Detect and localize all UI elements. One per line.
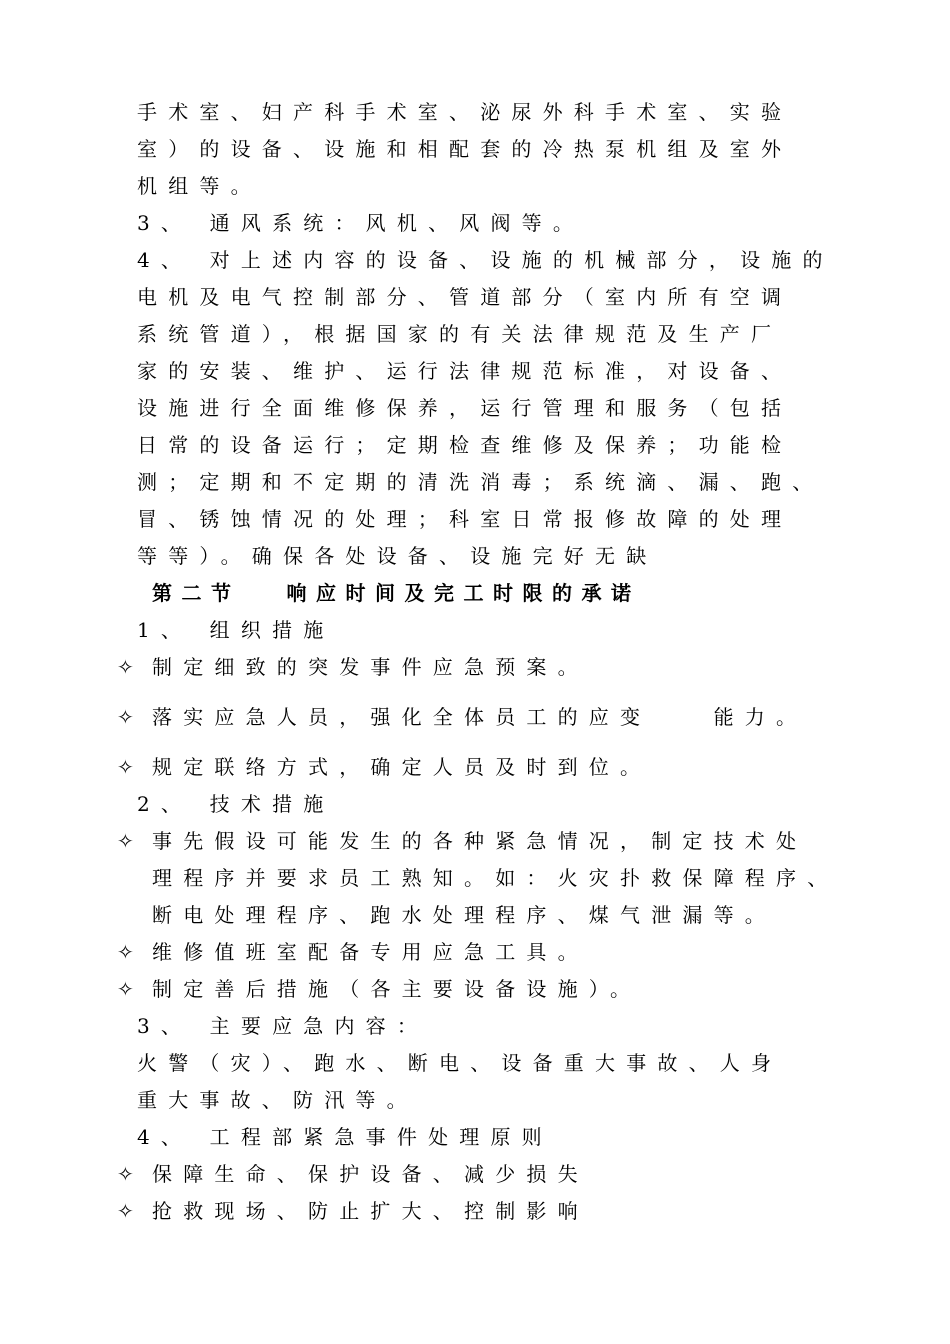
item-3-ventilation: 3、 通风系统：风机、风阀等。	[137, 211, 585, 235]
subsection-title: 2、 技术措施	[137, 792, 335, 816]
list-item: 落实应急人员，强化全体员工的应变 能力。	[152, 705, 808, 729]
list-item: 制定细致的突发事件应急预案。	[152, 655, 589, 679]
list-item: 保障生命、保护设备、减少损失	[152, 1162, 589, 1186]
list-item-continuation: 理程序并要求员工熟知。如：火灾扑救保障程序、	[152, 866, 839, 890]
list-item-continuation: 断电处理程序、跑水处理程序、煤气泄漏等。	[152, 903, 776, 927]
list-item: 制定善后措施（各主要设备设施）。	[152, 977, 642, 1001]
subsection-title: 1、 组织措施	[137, 618, 335, 642]
bullet-diamond-icon: ✧	[117, 1162, 134, 1186]
list-item: 维修值班室配备专用应急工具。	[152, 940, 589, 964]
body-line: 电机及电气控制部分、管道部分（室内所有空调	[137, 285, 793, 309]
body-line: 日常的设备运行；定期检查维修及保养；功能检	[137, 433, 793, 457]
body-line: 测；定期和不定期的清洗消毒；系统滴、漏、跑、	[137, 470, 824, 494]
body-line: 机组等。	[137, 174, 262, 198]
body-line: 冒、锈蚀情况的处理；科室日常报修故障的处理	[137, 507, 793, 531]
bullet-diamond-icon: ✧	[117, 829, 134, 853]
bullet-diamond-icon: ✧	[117, 655, 134, 679]
body-line: 室）的设备、设施和相配套的冷热泵机组及室外	[137, 137, 793, 161]
body-line: 系统管道），根据国家的有关法律规范及生产厂	[137, 322, 783, 346]
bullet-diamond-icon: ✧	[117, 977, 134, 1001]
list-item: 抢救现场、防止扩大、控制影响	[152, 1199, 589, 1223]
body-line: 手术室、妇产科手术室、泌尿外科手术室、实验	[137, 100, 793, 124]
section-heading: 第二节 响应时间及完工时限的承诺	[152, 581, 641, 605]
bullet-diamond-icon: ✧	[117, 705, 134, 729]
body-line: 重大事故、防汛等。	[137, 1088, 418, 1112]
subsection-title: 4、 工程部紧急事件处理原则	[137, 1125, 553, 1149]
bullet-diamond-icon: ✧	[117, 940, 134, 964]
body-line: 设施进行全面维修保养，运行管理和服务（包括	[137, 396, 793, 420]
bullet-diamond-icon: ✧	[117, 755, 134, 779]
subsection-title: 3、 主要应急内容：	[137, 1014, 429, 1038]
body-line: 火警（灾）、跑水、断电、设备重大事故、人身	[137, 1051, 783, 1075]
body-line: 家的安装、维护、运行法律规范标准，对设备、	[137, 359, 793, 383]
body-line: 4、 对上述内容的设备、设施的机械部分，设施的	[137, 248, 834, 272]
bullet-diamond-icon: ✧	[117, 1199, 134, 1223]
list-item: 规定联络方式，确定人员及时到位。	[152, 755, 652, 779]
body-line: 等等）。确保各处设备、设施完好无缺	[137, 544, 658, 568]
list-item: 事先假设可能发生的各种紧急情况，制定技术处	[152, 829, 808, 853]
